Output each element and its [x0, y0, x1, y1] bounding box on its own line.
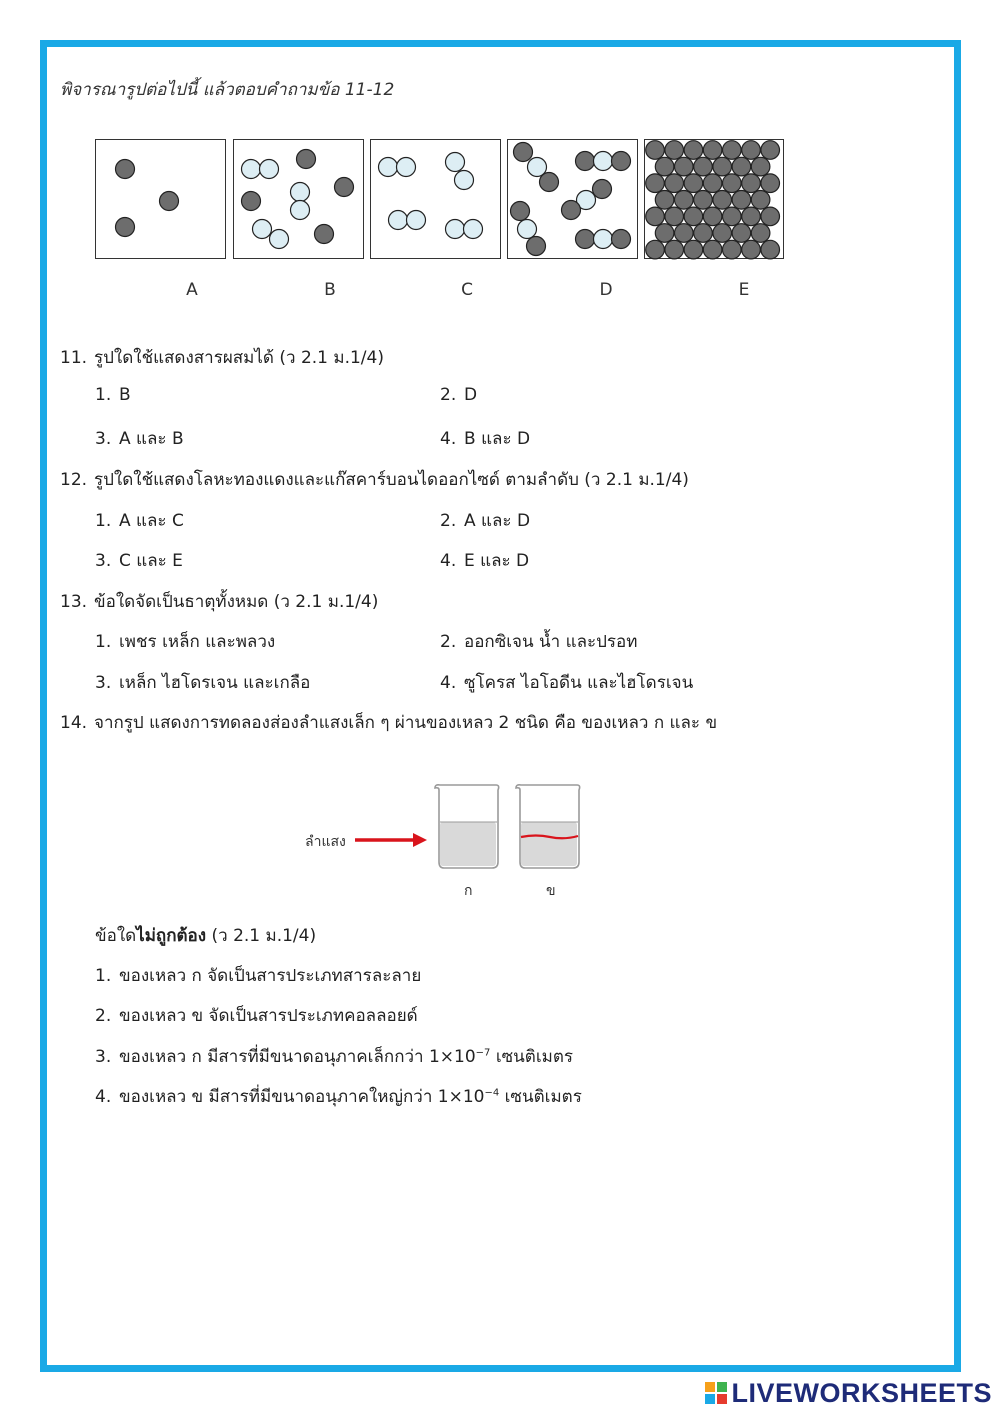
option-number: 4. [440, 429, 457, 449]
option-text: ออกซิเจน น้ำ และปรอท [464, 632, 638, 652]
option-text: ของเหลว ข จัดเป็นสารประเภทคอลลอยด์ [119, 1006, 418, 1026]
packed-particle [703, 240, 722, 259]
beaker-illustration [300, 780, 600, 900]
prompt-emphasis: ไม่ถูกต้อง [136, 926, 207, 946]
q12-option-2[interactable] [440, 507, 530, 534]
option-number: 2. [440, 632, 457, 652]
beaker-b [516, 785, 580, 868]
question-12 [60, 466, 689, 493]
option-unit: เซนติเมตร [499, 1087, 582, 1107]
packed-particle [742, 240, 761, 259]
figure-c-particles [371, 140, 502, 260]
packed-particle [723, 240, 742, 259]
beaker-label-a: ก [464, 883, 473, 899]
question-13 [60, 588, 378, 615]
q13-option-4[interactable] [440, 669, 693, 696]
option-text: E และ D [464, 551, 530, 571]
liveworksheets-logo[interactable] [704, 1378, 992, 1408]
figure-e-particles [645, 140, 785, 260]
q12-option-3[interactable] [95, 547, 183, 574]
logo-blocks-icon [704, 1381, 728, 1405]
packed-particle [665, 207, 684, 226]
option-number: 1. [95, 385, 112, 405]
option-number: 3. [95, 1047, 112, 1067]
packed-particle [761, 240, 780, 259]
option-text: ของเหลว ข มีสารที่มีขนาดอนุภาคใหญ่กว่า 1×10 [119, 1087, 485, 1107]
q14-option-1[interactable] [95, 962, 421, 989]
packed-particle [723, 141, 742, 160]
q11-option-1[interactable] [95, 385, 131, 405]
q13-option-2[interactable] [440, 628, 637, 655]
packed-particle [761, 174, 780, 193]
arrow-head-icon [413, 833, 427, 847]
figure-d [507, 139, 638, 259]
figure-label-c: C [461, 280, 473, 300]
option-number: 3. [95, 551, 112, 571]
figure-c [370, 139, 501, 259]
option-text: D [464, 385, 478, 405]
packed-particle [751, 191, 770, 210]
option-text: B และ D [464, 429, 531, 449]
q14-option-2[interactable] [95, 1002, 418, 1029]
option-number: 1. [95, 511, 112, 531]
option-number: 3. [95, 673, 112, 693]
figure-label-d: D [599, 280, 613, 300]
packed-particle [675, 157, 694, 176]
option-text: ของเหลว ก มีสารที่มีขนาดอนุภาคเล็กกว่า 1×10 [119, 1047, 476, 1067]
figure-e [644, 139, 784, 259]
packed-particle [732, 224, 751, 243]
figure-a-particles [96, 140, 227, 260]
packed-particle [655, 191, 674, 210]
packed-particle [703, 141, 722, 160]
packed-particle [684, 207, 703, 226]
packed-particle [713, 157, 732, 176]
packed-particle [742, 207, 761, 226]
packed-particle [665, 174, 684, 193]
q12-option-1[interactable] [95, 507, 184, 534]
option-number: 2. [440, 511, 457, 531]
option-number: 4. [95, 1087, 112, 1107]
packed-particle [723, 207, 742, 226]
option-text: ซูโครส ไอโอดีน และไฮโดรเจน [464, 673, 694, 693]
option-number: 1. [95, 966, 112, 986]
exponent: −4 [484, 1087, 500, 1099]
option-unit: เซนติเมตร [490, 1047, 574, 1067]
packed-particle [703, 207, 722, 226]
question-number: 11. [60, 348, 88, 368]
figure-label-a: A [186, 280, 198, 300]
option-text: ของเหลว ก จัดเป็นสารประเภทสารละลาย [119, 966, 422, 986]
option-text: B [119, 385, 131, 405]
question-number: 14. [60, 713, 88, 733]
intro-text: พิจารณารูปต่อไปนี้ แล้วตอบคำถามข้อ 11-12 [60, 80, 395, 100]
packed-particle [694, 191, 713, 210]
question-text: รูปใดใช้แสดงโลหะทองแดงและแก๊สคาร์บอนไดออกไซด์ ตามลำดับ (ว 2.1 ม.1/4) [94, 470, 689, 490]
q11-option-2[interactable] [440, 385, 477, 405]
option-text: เหล็ก ไฮโดรเจน และเกลือ [119, 673, 311, 693]
question-11 [60, 344, 384, 371]
packed-particle [665, 141, 684, 160]
packed-particle [646, 240, 665, 259]
option-number: 4. [440, 551, 457, 571]
packed-particle [761, 207, 780, 226]
question-14 [60, 709, 717, 736]
packed-particle [723, 174, 742, 193]
beaker-label-b: ข [546, 883, 556, 899]
prompt-reference: (ว 2.1 ม.1/4) [206, 926, 317, 946]
q11-option-3[interactable] [95, 425, 184, 452]
packed-particle [713, 224, 732, 243]
q14-option-3[interactable] [95, 1043, 573, 1070]
packed-particle [703, 174, 722, 193]
packed-particle [665, 240, 684, 259]
figure-a [95, 139, 226, 259]
packed-particle [655, 224, 674, 243]
exponent: −7 [475, 1047, 491, 1059]
option-number: 4. [440, 673, 457, 693]
question-text: ข้อใดจัดเป็นธาตุทั้งหมด (ว 2.1 ม.1/4) [94, 592, 379, 612]
packed-particle [732, 157, 751, 176]
packed-particle [742, 141, 761, 160]
prompt-text: ข้อใด [95, 926, 137, 946]
option-text: เพชร เหล็ก และพลวง [119, 632, 276, 652]
packed-particle [684, 240, 703, 259]
figure-b [233, 139, 364, 259]
packed-particle [713, 191, 732, 210]
packed-particle [675, 191, 694, 210]
figure-label-b: B [324, 280, 336, 300]
q11-option-4[interactable] [440, 425, 530, 452]
packed-particle [751, 157, 770, 176]
packed-particle [655, 157, 674, 176]
beaker-a [435, 785, 499, 868]
question-number: 13. [60, 592, 88, 612]
beaker-drawing [300, 780, 600, 880]
q13-option-3[interactable] [95, 669, 310, 696]
option-number: 3. [95, 429, 112, 449]
q14-prompt [95, 922, 316, 949]
packed-particle [732, 191, 751, 210]
packed-particle [694, 224, 713, 243]
q12-option-4[interactable] [440, 547, 529, 574]
packed-particle [761, 141, 780, 160]
beam-label: ลำแสง [305, 834, 346, 850]
option-text: C และ E [119, 551, 183, 571]
brand-name: LIVEWORKSHEETS [731, 1377, 992, 1408]
packed-particle [646, 207, 665, 226]
option-number: 1. [95, 632, 112, 652]
question-number: 12. [60, 470, 88, 490]
option-number: 2. [440, 385, 457, 405]
packed-particle [751, 224, 770, 243]
figure-d-particles [508, 140, 639, 260]
figure-label-e: E [738, 280, 750, 300]
option-text: A และ D [464, 511, 531, 531]
packed-particle [684, 174, 703, 193]
q13-option-1[interactable] [95, 628, 275, 655]
question-text: จากรูป แสดงการทดลองส่องลำแสงเล็ก ๆ ผ่านของเหลว 2 ชนิด คือ ของเหลว ก และ ข [94, 713, 718, 733]
packed-particle [694, 157, 713, 176]
option-number: 2. [95, 1006, 112, 1026]
figure-b-particles [234, 140, 365, 260]
question-text: รูปใดใช้แสดงสารผสมได้ (ว 2.1 ม.1/4) [94, 348, 384, 368]
packed-particle [675, 224, 694, 243]
option-text: A และ C [119, 511, 184, 531]
option-text: A และ B [119, 429, 184, 449]
q14-option-4[interactable] [95, 1083, 582, 1110]
packed-particle [646, 141, 665, 160]
packed-particle [742, 174, 761, 193]
packed-particle [684, 141, 703, 160]
packed-particle [646, 174, 665, 193]
